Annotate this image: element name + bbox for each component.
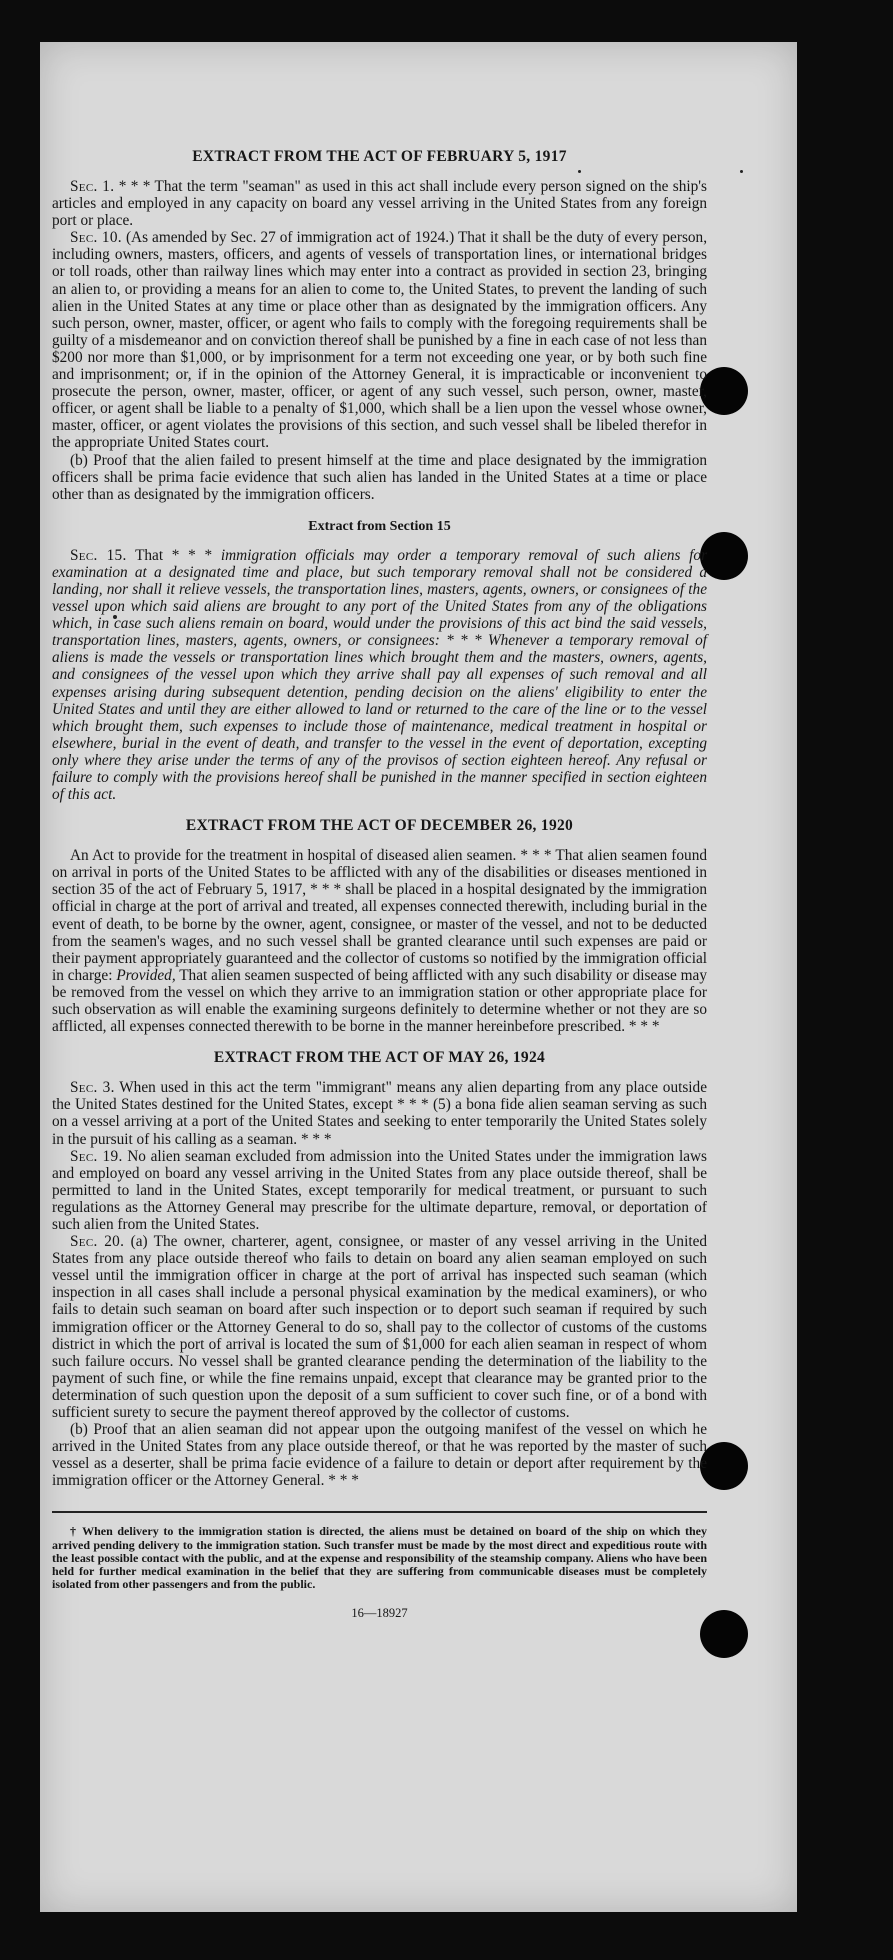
section-label: Sec. 15. <box>70 546 127 564</box>
section-20 <box>52 1233 707 1421</box>
section-text: When used in this act the term "immigrant" means any alien departing from any place outside the United States destined for the United States, except * * * (5) a bona fide alien seaman serving as such on a vessel arriving at a port of the United States and seeking to enter temporarily the United States solely in the pursuit of his calling as a seaman. * * * <box>52 1079 707 1148</box>
act-1920-text <box>52 847 707 1035</box>
section-label: Sec. 10. <box>70 229 122 247</box>
heading-act-1920: EXTRACT FROM THE ACT OF DECEMBER 26, 1920 <box>185 817 574 835</box>
heading-act-1924: EXTRACT FROM THE ACT OF MAY 26, 1924 <box>213 1049 546 1067</box>
section-label: Sec. 19. <box>70 1147 123 1165</box>
act-text: An Act to provide for the treatment in hospital of diseased alien seamen. * * * That alien seamen found on arrival in ports of the United States to be afflicted with any of the disabilities or diseases mentioned in section 35 of the act of February 5, 1917, * * * shall be placed in a hospital designated by the immigration official in charge at the port of arrival and treated, all expenses connected therewith, including burial in the event of death, to be borne by the owner, agent, consignee, or master of the vessel, and not to be deducted from the seamen's wages, and no such vessel shall be granted clearance until such expenses are paid or their payment appropriately guaranteed and the collector of customs so notified by the immigration official in charge: <box>52 847 707 984</box>
section-text: No alien seaman excluded from admission into the United States under the immigration laws and employed on board any vessel arriving in the United States from any place outside thereof, shall be permitted to land in the United States, except temporarily for medical treatment, or pursuant to such regulations as the Attorney General may prescribe for the ultimate departure, removal, or deportation of such alien from the United States. <box>52 1147 707 1233</box>
section-20-b: (b) Proof that an alien seaman did not appear upon the outgoing manifest of the vessel on which he arrived in the United States from any place outside thereof, or that he was reported by the master of such vessel as a deserter, shall be prima facie evidence of a failure to detain or deport after requirement by the immigration officer or the Attorney General. * * * <box>52 1421 707 1490</box>
section-text-prefix: That * * * <box>135 546 213 564</box>
section-10 <box>52 229 707 451</box>
document-number: 16—18927 <box>351 1606 408 1621</box>
specks <box>740 170 743 173</box>
document-text <box>52 148 707 1623</box>
section-label: Sec. 20. <box>70 1233 125 1251</box>
section-text: * * * That the term "seaman" as used in this act shall include every person signed on the ship's articles and employed in any capacity on board any vessel arriving in the United States from any foreign port or place. <box>52 178 707 230</box>
section-3 <box>52 1079 707 1147</box>
act-text-continued: That alien seamen suspected of being afflicted with any such disability or disease may be removed from the vessel on which they arrive to an immigration station or other appropriate place for such observation as will enable the examining surgeons definitely to determine whether or not they are so afflicted, all expenses connected therewith to be borne in the manner hereinbefore prescribed. * * * <box>52 966 707 1036</box>
section-19 <box>52 1148 707 1233</box>
section-label: Sec. 1. <box>70 178 115 195</box>
section-10-b: (b) Proof that the alien failed to present himself at the time and place designated by the immigration officers shall be prima facie evidence that such alien has landed in the United States at a time or place other than as designated by the immigration officers. <box>52 451 707 503</box>
heading-act-1917: EXTRACT FROM THE ACT OF FEBRUARY 5, 1917 <box>192 148 567 165</box>
section-text: immigration officials may order a temporary removal of such aliens for examination at a designated time and place, but such temporary removal shall not be considered a landing, nor shall it relieve vessels, the transportation lines, masters, agents, owners, or consignees of the vessel upon which said aliens are brought to any port of the United States from any of the obligations which, in case such aliens remain on board, would under the provisions of this act bind the said vessels, transportation lines, masters, agents, owners, or consignees: * * * Whenever a temporary removal of aliens is made the vessels or transportation lines which brought them and the masters, owners, agents, and consignees of the vessel upon which they arrive shall pay all expenses of such removal and all expenses arising during subsequent detention, pending decision on the aliens' eligibility to enter the United States and until they are either allowed to land or returned to the care of the line or to the vessel which brought them, such expenses to include those of maintenance, medical treatment in hospital or elsewhere, burial in the event of death, and transfer to the vessel in the event of deportation, excepting only where they arise under the terms of any of the provisos of section eighteen hereof. Any refusal or failure to comply with the provisions hereof shall be punished in the manner specified in section eighteen of this act. <box>52 546 708 804</box>
section-1 <box>52 178 707 229</box>
heading-section-15: Extract from Section 15 <box>308 518 451 534</box>
section-label: Sec. 3. <box>70 1079 115 1097</box>
punch-hole <box>700 1610 748 1658</box>
section-15 <box>52 547 707 803</box>
punch-hole <box>700 367 748 415</box>
punch-hole <box>700 1442 748 1490</box>
footnote-divider <box>52 1511 707 1513</box>
footnote: † When delivery to the immigration station is directed, the aliens must be detained on board of the ship on which they arrived pending delivery to the immigration station. Such transfer must be made by the most direct and expeditious route with the least possible contact with the public, and at the expense and responsibility of the steamship company. Aliens who have been held for further medical examination in the belief that they are suffering from communicable diseases must be completely isolated from other passengers and from the public. <box>52 1524 707 1592</box>
section-text: (As amended by Sec. 27 of immigration act of 1924.) That it shall be the duty of every person, including owners, masters, officers, and agents of vessels of transportation lines, or international bridges or toll roads, other than railway lines which may enter into a contract as provided in section 23, bringing an alien to, or providing a means for an alien to come to, the United States, to prevent the landing of such alien in the United States at any time or place other than as designated by the immigration officers. Any such person, owner, master, officer, or agent who fails to comply with the foregoing requirements shall be guilty of a misdemeanor and on conviction thereof shall be punished by a fine in each case of not less than $200 nor more than $1,000, or by imprisonment for a term not exceeding one year, or by both such fine and imprisonment; or, if in the opinion of the Attorney General, it is impracticable or inconvenient to prosecute the person, owner, master, officer, or agent of any such vessel, such person, owner, master, officer, or agent shall be liable to a penalty of $1,000, which shall be a lien upon the vessel whose owner, master, officer, or agent violates the provisions of this section, and such vessel shall be libeled therefor in the appropriate United States court. <box>52 229 708 452</box>
section-text: (a) The owner, charterer, agent, consignee, or master of any vessel arriving in the United States from any place outside thereof who fails to detain on board any alien seaman employed on such vessel until the immigration officer in charge at the port of arrival has inspected such seaman (which inspection in all cases shall include a personal physical examination by the medical examiners), or who fails to detain such seaman on board after such inspection or to deport such seaman if required by such immigration officer or the Attorney General to do so, shall pay to the collector of customs of the customs district in which the port of arrival is located the sum of $1,000 for each alien seaman in respect of whom such failure occurs. No vessel shall be granted clearance pending the determination of the liability to the payment of such fine, or while the fine remains unpaid, except that clearance may be granted prior to the determination of such question upon the deposit of a sum sufficient to cover such fine, or of a bond with sufficient surety to secure the payment thereof approved by the collector of customs. <box>52 1233 708 1421</box>
punch-hole <box>700 532 748 580</box>
provided-word: Provided, <box>116 966 176 984</box>
